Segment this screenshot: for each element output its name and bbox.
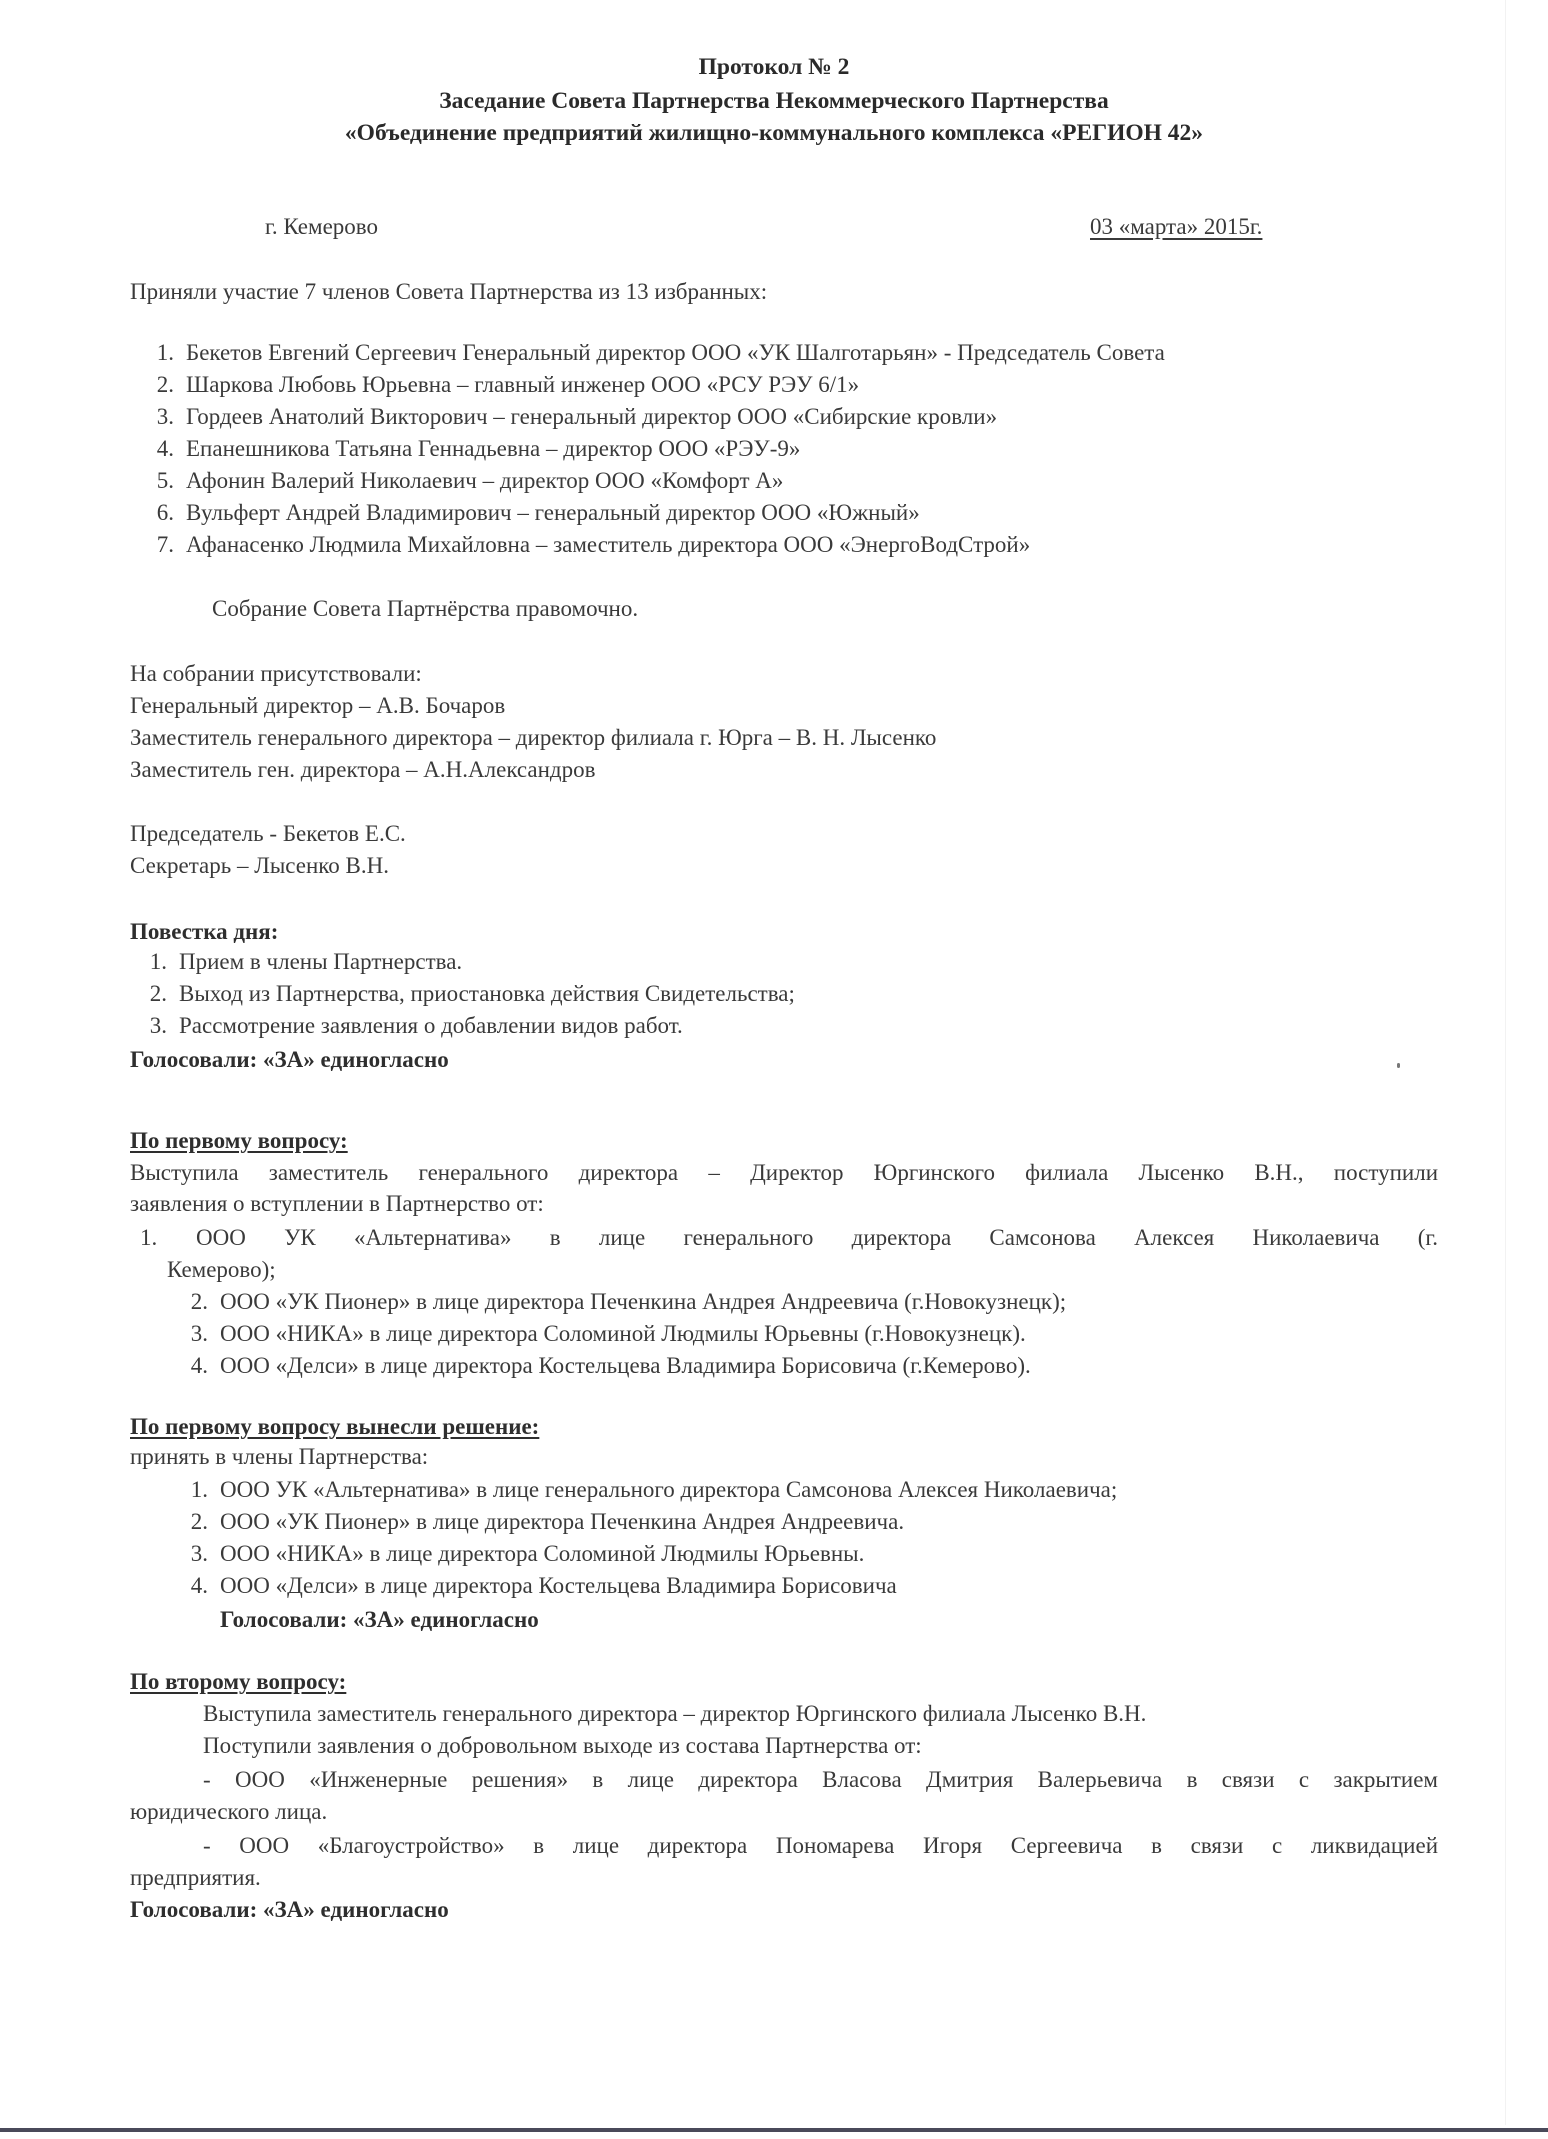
chairman: Председатель - Бекетов Е.С. [130,821,406,846]
application-item: 4. ООО «Делси» в лице директора Костельцева Владимира Борисовича (г.Кемерово). [190,1353,1031,1378]
list-item: 3. Гордеев Анатолий Викторович – генеральный директор ООО «Сибирские кровли» [156,404,998,429]
present-heading: На собрании присутствовали: [130,661,422,686]
decision-item: 2. ООО «УК Пионер» в лице директора Печенкина Андрея Андреевича. [190,1509,905,1534]
quorum-statement: Собрание Совета Партнёрства правомочно. [212,596,639,621]
list-item: 2. Шаркова Любовь Юрьевна – главный инженер ООО «РСУ РЭУ 6/1» [156,372,860,397]
list-item: 4. Епанешникова Татьяна Геннадьевна – директор ООО «РЭУ-9» [156,436,801,461]
application-item: 1. ООО УК «Альтернатива» в лице генерального директора Самсонова Алексея Николаевича (г. [140,1225,1438,1250]
decision1-vote-result: Голосовали: «ЗА» единогласно [220,1607,539,1632]
attendance-intro: Приняли участие 7 членов Совета Партнерства из 13 избранных: [130,279,768,304]
secretary: Секретарь – Лысенко В.Н. [130,853,390,878]
present-line: Генеральный директор – А.В. Бочаров [130,693,506,718]
agenda-item: 1. Прием в члены Партнерства. [149,949,463,974]
protocol-title: Протокол № 2 [698,54,850,80]
question2-vote-result: Голосовали: «ЗА» единогласно [130,1897,449,1922]
decision1-heading: По первому вопросу вынесли решение: [130,1414,540,1439]
question1-speech: Выступила заместитель генерального директора – Директор Юргинского филиала Лысенко В.Н., поступили [130,1160,1438,1185]
withdrawal-item-cont: предприятия. [130,1865,261,1890]
agenda-item: 2. Выход из Партнерства, приостановка действия Свидетельства; [149,981,795,1006]
organization-name: «Объединение предприятий жилищно-коммунального комплекса «РЕГИОН 42» [344,120,1204,146]
decision1-intro: принять в члены Партнерства: [130,1444,429,1469]
application-item-cont: Кемерово); [167,1257,276,1282]
application-item: 2. ООО «УК Пионер» в лице директора Печенкина Андрея Андреевича (г.Новокузнецк); [190,1289,1067,1314]
question1-speech-cont: заявления о вступлении в Партнерство от: [130,1191,544,1216]
scan-speck [1397,1063,1400,1068]
question2-speech: Выступила заместитель генерального директора – директор Юргинского филиала Лысенко В.Н. [203,1701,1147,1726]
list-item: 7. Афанасенко Людмила Михайловна – заместитель директора ООО «ЭнергоВодСтрой» [156,532,1031,557]
question2-intro: Поступили заявления о добровольном выходе из состава Партнерства от: [203,1733,922,1758]
decision-item: 3. ООО «НИКА» в лице директора Соломиной Людмилы Юрьевны. [190,1541,865,1566]
list-item: 1. Бекетов Евгений Сергеевич Генеральный директор ООО «УК Шалготарьян» - Председатель Совета [156,340,1165,365]
question1-heading: По первому вопросу: [130,1128,348,1153]
meeting-subtitle: Заседание Совета Партнерства Некоммерческого Партнерства [439,88,1109,114]
list-item: 5. Афонин Валерий Николаевич – директор ООО «Комфорт А» [156,468,784,493]
agenda-vote-result: Голосовали: «ЗА» единогласно [130,1047,449,1072]
present-line: Заместитель генерального директора – директор филиала г. Юрга – В. Н. Лысенко [130,725,937,750]
withdrawal-item-cont: юридического лица. [130,1799,328,1824]
withdrawal-item: - ООО «Благоустройство» в лице директора Пономарева Игоря Сергеевича в связи с ликвидацией [203,1833,1438,1858]
question2-heading: По второму вопросу: [130,1669,347,1694]
agenda-heading: Повестка дня: [130,919,279,944]
scan-bottom-edge [0,2128,1548,2132]
city: г. Кемерово [265,214,378,239]
list-item: 6. Вульферт Андрей Владимирович – генеральный директор ООО «Южный» [156,500,920,525]
decision-item: 1. ООО УК «Альтернатива» в лице генерального директора Самсонова Алексея Николаевича; [190,1477,1118,1502]
scan-edge-line [1505,0,1506,2125]
decision-item: 4. ООО «Делси» в лице директора Костельцева Владимира Борисовича [190,1573,897,1598]
agenda-item: 3. Рассмотрение заявления о добавлении видов работ. [149,1013,683,1038]
withdrawal-item: - ООО «Инженерные решения» в лице директора Власова Дмитрия Валерьевича в связи с закрытием [203,1767,1438,1792]
present-line: Заместитель ген. директора – А.Н.Александров [130,757,596,782]
meeting-date: 03 «марта» 2015г. [1090,214,1263,239]
application-item: 3. ООО «НИКА» в лице директора Соломиной Людмилы Юрьевны (г.Новокузнецк). [190,1321,1026,1346]
